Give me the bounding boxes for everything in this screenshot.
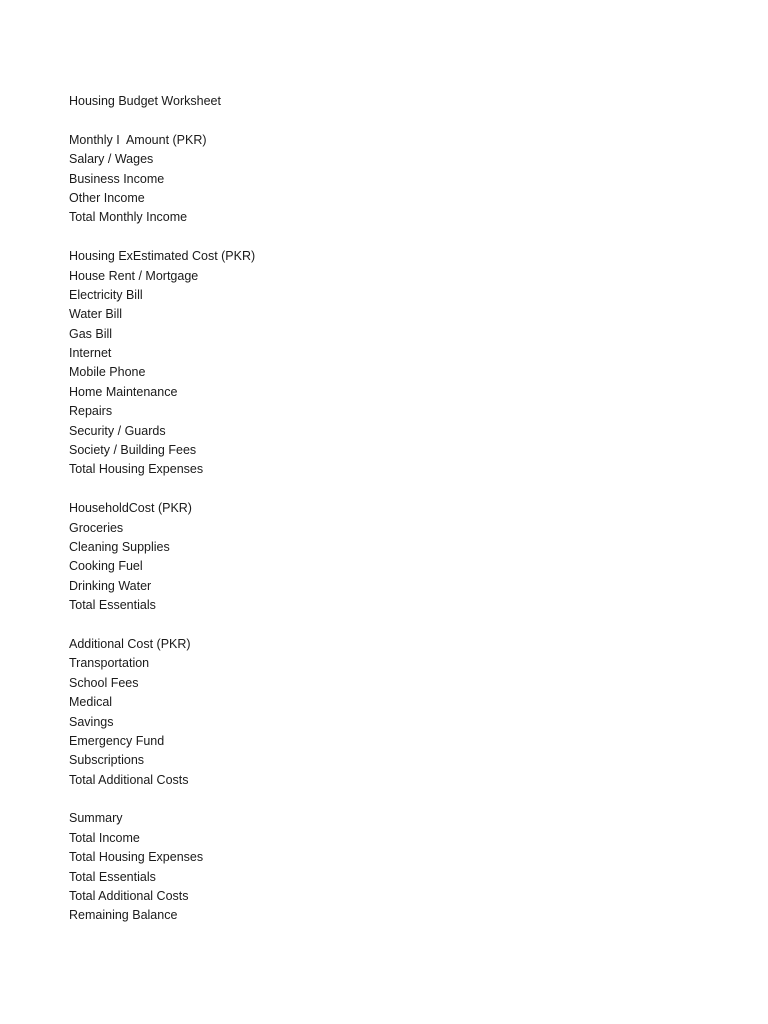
list-item: Total Housing Expenses: [69, 462, 204, 477]
spacer: [69, 228, 709, 247]
list-item: Cleaning Supplies: [69, 539, 170, 554]
section-heading: Summary: [69, 811, 123, 826]
list-item: Gas Bill: [69, 326, 113, 341]
list-item: Repairs: [69, 404, 113, 419]
list-item: Drinking Water: [69, 578, 152, 593]
list-item: House Rent / Mortgage: [69, 268, 199, 283]
section-heading: Additional Cost (PKR): [69, 636, 191, 651]
list-item: Groceries: [69, 520, 124, 535]
list-item: Savings: [69, 714, 114, 729]
list-item: Total Housing Expenses: [69, 850, 204, 865]
section-heading: Housing ExEstimated Cost (PKR): [69, 249, 256, 264]
list-item: Cooking Fuel: [69, 559, 143, 574]
list-item: Remaining Balance: [69, 908, 178, 923]
spacer: [69, 480, 709, 499]
section-household-essentials: [69, 499, 709, 615]
section-summary: [69, 809, 709, 925]
list-item: Internet: [69, 346, 112, 361]
list-item: Business Income: [69, 171, 165, 186]
section-additional-costs: [69, 635, 709, 790]
list-item: Medical: [69, 695, 113, 710]
list-item: Total Essentials: [69, 598, 156, 613]
list-item: Security / Guards: [69, 423, 166, 438]
spacer: [69, 111, 709, 130]
list-item: Total Income: [69, 830, 140, 845]
list-item: Mobile Phone: [69, 365, 146, 380]
list-item: Home Maintenance: [69, 384, 178, 399]
section-heading: Monthly I Amount (PKR): [69, 132, 207, 147]
list-item: Total Essentials: [69, 869, 156, 884]
list-item: Society / Building Fees: [69, 443, 197, 458]
section-housing-expenses: [69, 247, 709, 480]
list-item: Electricity Bill: [69, 287, 143, 302]
section-monthly-income: [69, 131, 709, 228]
section-heading: HouseholdCost (PKR): [69, 501, 192, 516]
list-item: Total Monthly Income: [69, 210, 188, 225]
document-title: Housing Budget Worksheet: [69, 94, 221, 108]
list-item: Total Additional Costs: [69, 889, 189, 904]
document-page: [69, 92, 709, 926]
list-item: Emergency Fund: [69, 733, 165, 748]
list-item: Total Additional Costs: [69, 772, 189, 787]
spacer: [69, 616, 709, 635]
list-item: Water Bill: [69, 307, 123, 322]
list-item: Subscriptions: [69, 753, 145, 768]
list-item: Salary / Wages: [69, 152, 154, 167]
list-item: Other Income: [69, 190, 145, 205]
spacer: [69, 790, 709, 809]
list-item: School Fees: [69, 675, 139, 690]
list-item: Transportation: [69, 656, 150, 671]
